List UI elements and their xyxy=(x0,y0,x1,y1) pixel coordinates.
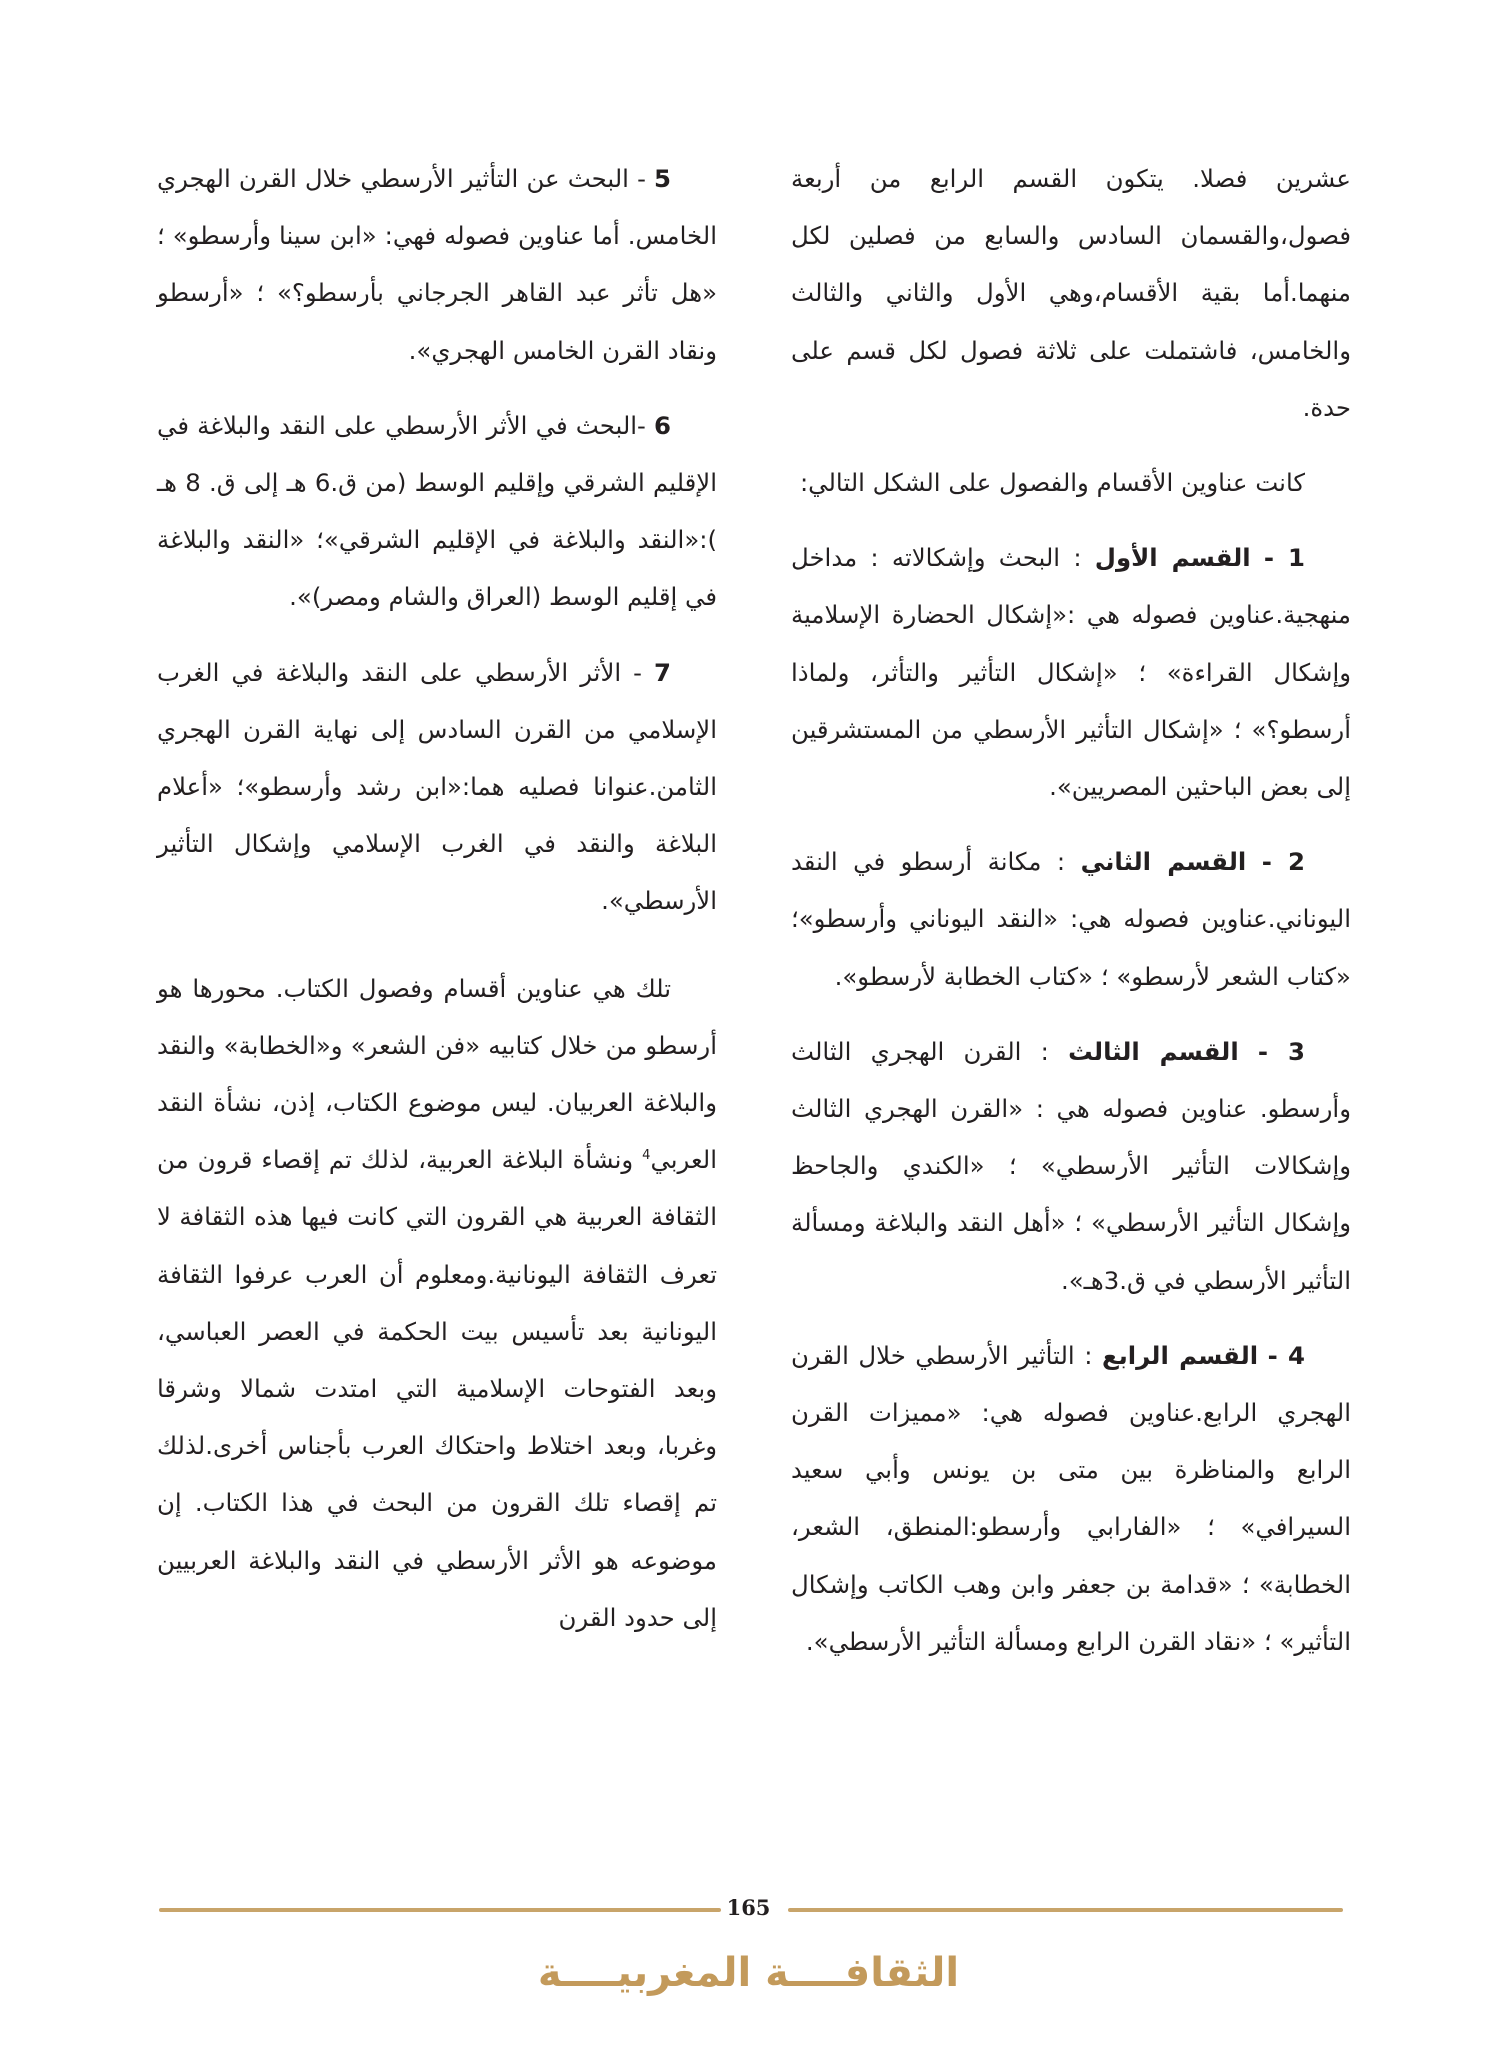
intro-continuation-paragraph xyxy=(791,150,1351,436)
section-text: : التأثير الأرسطي خلال القرن الهجري الرابع.عناوين فصوله هي: «مميزات القرن الرابع والمناظرة بين متى بن يونس وأبي سعيد السيرافي» ؛ «الفارابي وأرسطو:المنطق، الشعر، الخطابة» ؛ «قدامة بن جعفر وابن وهب الكاتب وإشكال التأثير» ؛ «نقاد القرن الرابع ومسألة التأثير الأرسطي». xyxy=(791,1340,1351,1656)
section-text: - البحث عن التأثير الأرسطي خلال القرن الهجري الخامس. أما عناوين فصوله فهي: «ابن سينا وأرسطو» ؛ «هل تأثر عبد القاهر الجرجاني بأرسطو؟» ؛ «أرسطو ونقاد القرن الخامس الهجري». xyxy=(157,164,717,365)
titles-intro-text: كانت عناوين الأقسام والفصول على الشكل التالي: xyxy=(799,468,1305,498)
section-7-paragraph xyxy=(157,644,717,930)
section-5-paragraph xyxy=(157,150,717,379)
section-2-paragraph xyxy=(791,833,1351,1005)
section-text: -البحث في الأثر الأرسطي على النقد والبلاغة في الإقليم الشرقي وإقليم الوسط (من ق.6 هـ إلى ق. 8 هـ ):«النقد والبلاغة في الإقليم الشرقي»؛ «النقد والبلاغة في إقليم الوسط (العراق والشام ومصر)». xyxy=(157,410,717,612)
section-number: 5 xyxy=(654,164,671,193)
section-3-paragraph xyxy=(791,1023,1351,1309)
right-column xyxy=(791,150,1351,1688)
magazine-title-logo: الثقافــــة المغربيــــة xyxy=(537,1950,960,1996)
left-column xyxy=(157,150,717,1664)
section-text: : البحث وإشكالاته : مداخل منهجية.عناوين فصوله هي :«إشكال الحضارة الإسلامية وإشكال القراءة» ؛ «إشكال التأثير والتأثر، ولماذا أرسطو؟» ؛ «إشكال التأثير الأرسطي من المستشرقين إلى بعض الباحثين المصريين». xyxy=(791,543,1351,802)
intro-continuation-text: عشرين فصلا. يتكون القسم الرابع من أربعة فصول،والقسمان السادس والسابع من فصلين لكل منهما.أما بقية الأقسام،وهي الأول والثاني والثالث والخامس، فاشتملت على ثلاثة فصول لكل قسم على حدة. xyxy=(791,164,1351,422)
page-number: 165 xyxy=(726,1895,771,1920)
section-number: 1 - xyxy=(1263,543,1305,573)
section-6-paragraph xyxy=(157,397,717,626)
section-title: القسم الأول xyxy=(1094,543,1251,573)
section-text: : مكانة أرسطو في النقد اليوناني.عناوين فصوله هي: «النقد اليوناني وأرسطو»؛ «كتاب الشعر لأرسطو» ؛ «كتاب الخطابة لأرسطو». xyxy=(791,847,1351,991)
section-text: : القرن الهجري الثالث وأرسطو. عناوين فصوله هي : «القرن الهجري الثالث وإشكالات التأثير الأرسطي» ؛ «الكندي والجاحظ وإشكال التأثير الأرسطي» ؛ «أهل النقد والبلاغة ومسألة التأثير الأرسطي في ق.3هـ». xyxy=(791,1036,1351,1295)
closing-text-part1: تلك هي عناوين أقسام وفصول الكتاب. محورها هو أرسطو من خلال كتابيه «فن الشعر» و«الخطابة» والنقد والبلاغة العربيان. ليس موضوع الكتاب، إذن، نشأة النقد العربي xyxy=(157,973,717,1175)
section-number: 2 - xyxy=(1261,847,1305,877)
footnote-marker[interactable]: 4 xyxy=(642,1148,651,1164)
page-footer xyxy=(0,1890,1497,2048)
section-title: القسم الثالث xyxy=(1068,1036,1239,1066)
section-4-paragraph xyxy=(791,1327,1351,1670)
section-1-paragraph xyxy=(791,529,1351,815)
section-number: 7 xyxy=(654,657,671,687)
section-number: 6 xyxy=(654,410,671,440)
section-title: القسم الرابع xyxy=(1101,1340,1259,1370)
closing-text-part2: ونشأة البلاغة العربية، لذلك تم إقصاء قرون من الثقافة العربية هي القرون التي كانت فيها هذه الثقافة لا تعرف الثقافة اليونانية.ومعلوم أن العرب عرفوا الثقافة اليونانية بعد تأسيس بيت الحكمة في العصر العباسي، وبعد الفتوحات الإسلامية التي امتدت شمالا وشرقا وغربا، وبعد اختلاط واحتكاك العرب بأجناس أخرى.لذلك تم إقصاء تلك القرون من البحث في هذا الكتاب. إن موضوعه هو الأثر الأرسطي في النقد والبلاغة العربيين إلى حدود القرن xyxy=(157,1145,717,1632)
titles-intro-paragraph xyxy=(791,454,1351,511)
section-text: - الأثر الأرسطي على النقد والبلاغة في الغرب الإسلامي من القرن السادس إلى نهاية القرن الهجري الثامن.عنوانا فصليه هما:«ابن رشد وأرسطو»؛ «أعلام البلاغة والنقد في الغرب الإسلامي وإشكال التأثير الأرسطي». xyxy=(157,657,717,916)
section-title: القسم الثاني xyxy=(1080,847,1247,877)
section-number: 3 - xyxy=(1257,1036,1305,1066)
closing-paragraph xyxy=(157,960,717,1646)
section-number: 4 - xyxy=(1267,1340,1305,1370)
